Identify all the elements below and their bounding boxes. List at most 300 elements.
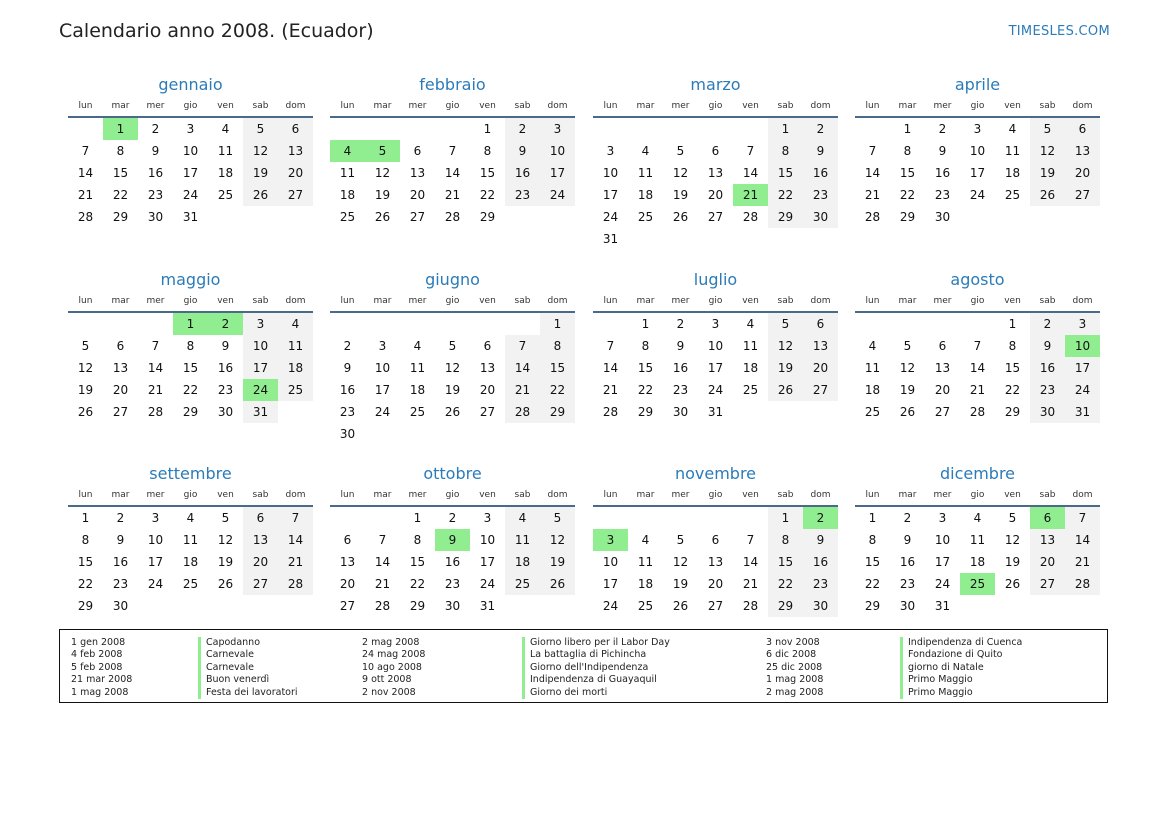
month-name: febbraio xyxy=(419,75,486,94)
day-cell: 23 xyxy=(444,577,461,591)
day-cell: 22 xyxy=(182,383,199,397)
holiday-date: 1 gen 2008 xyxy=(71,637,126,648)
day-cell: 8 xyxy=(903,144,912,158)
holiday-day-cell: 2 xyxy=(208,313,243,335)
weekday-label: lun xyxy=(603,296,618,306)
day-cell: 13 xyxy=(934,361,951,375)
day-cell: 22 xyxy=(112,188,129,202)
day-cell: 8 xyxy=(768,529,803,551)
day-cell: 30 xyxy=(1030,401,1065,423)
day-cell: 12 xyxy=(540,529,575,551)
empty-cell xyxy=(505,313,540,335)
day-cell: 3 xyxy=(606,144,615,158)
empty-cell xyxy=(1030,206,1065,228)
empty-cell xyxy=(768,401,803,423)
holiday-name: Carnevale xyxy=(198,649,298,661)
empty-cell xyxy=(68,118,103,140)
day-cell: 10 xyxy=(147,533,164,547)
day-cell: 23 xyxy=(1030,379,1065,401)
day-cell: 13 xyxy=(243,529,278,551)
day-cell: 18 xyxy=(182,555,199,569)
holiday-name: Giorno libero per il Labor Day xyxy=(522,637,670,649)
day-cell: 20 xyxy=(1065,162,1100,184)
day-cell: 23 xyxy=(505,184,540,206)
day-cell: 13 xyxy=(479,361,496,375)
weekday-label: gio xyxy=(183,296,198,306)
weekday-header xyxy=(593,291,838,313)
day-cell: 9 xyxy=(903,533,912,547)
holiday-date: 25 dic 2008 xyxy=(766,661,823,673)
weekday-label: gio xyxy=(708,101,723,111)
weekday-header xyxy=(593,96,838,118)
day-cell: 16 xyxy=(899,555,916,569)
day-cell: 29 xyxy=(540,401,575,423)
weekday-label: ven xyxy=(217,101,234,111)
day-cell: 1 xyxy=(903,122,912,136)
day-cell: 2 xyxy=(151,122,160,136)
holiday-name: Indipendenza di Cuenca xyxy=(900,637,1022,649)
holiday-legend xyxy=(59,629,1108,703)
day-cell: 3 xyxy=(378,339,387,353)
day-cell: 23 xyxy=(339,405,356,419)
weekday-label: ven xyxy=(1004,101,1021,111)
holiday-day-cell: 2 xyxy=(803,507,838,529)
day-cell: 27 xyxy=(707,599,724,613)
day-cell: 21 xyxy=(147,383,164,397)
day-cell: 22 xyxy=(479,188,496,202)
empty-cell xyxy=(698,228,733,250)
day-cell: 26 xyxy=(1004,577,1021,591)
day-cell: 18 xyxy=(742,361,759,375)
day-cell: 31 xyxy=(182,210,199,224)
day-cell: 10 xyxy=(243,335,278,357)
holiday-day-cell: 4 xyxy=(330,140,365,162)
legend-dates-column-1 xyxy=(71,637,132,699)
day-cell: 4 xyxy=(186,511,195,525)
empty-cell xyxy=(330,118,365,140)
weekday-label: gio xyxy=(970,296,985,306)
empty-cell xyxy=(733,118,768,140)
day-cell: 24 xyxy=(182,188,199,202)
holiday-name: Buon venerdì xyxy=(198,674,298,686)
day-cell: 15 xyxy=(409,555,426,569)
holiday-date: 21 mar 2008 xyxy=(71,674,133,686)
day-cell: 29 xyxy=(1004,405,1021,419)
day-cell: 8 xyxy=(483,144,492,158)
weekday-label: mar xyxy=(898,490,917,500)
days-grid xyxy=(330,313,575,445)
day-cell: 6 xyxy=(343,533,352,547)
day-cell: 18 xyxy=(637,188,654,202)
weekday-label: dom xyxy=(547,296,568,306)
empty-cell xyxy=(400,313,435,335)
day-cell: 28 xyxy=(444,210,461,224)
weekday-label: dom xyxy=(1072,101,1093,111)
day-cell: 13 xyxy=(707,555,724,569)
weekday-label: gio xyxy=(183,101,198,111)
holiday-name: La battaglia di Pichincha xyxy=(522,649,670,661)
day-cell: 11 xyxy=(182,533,199,547)
empty-cell xyxy=(208,206,243,228)
day-cell: 23 xyxy=(803,184,838,206)
weekday-label: lun xyxy=(78,490,93,500)
weekday-label: mar xyxy=(111,490,130,500)
holiday-day-cell: 3 xyxy=(593,529,628,551)
day-cell: 26 xyxy=(1030,184,1065,206)
day-cell: 15 xyxy=(864,555,881,569)
month-name: ottobre xyxy=(423,464,482,483)
day-cell: 14 xyxy=(742,166,759,180)
holiday-day-cell: 10 xyxy=(1065,335,1100,357)
days-grid xyxy=(68,507,313,617)
holiday-date: 5 feb 2008 xyxy=(71,661,123,673)
day-cell: 20 xyxy=(339,577,356,591)
day-cell: 27 xyxy=(243,573,278,595)
day-cell: 9 xyxy=(221,339,230,353)
weekday-label: sab xyxy=(777,490,794,500)
day-cell: 26 xyxy=(899,405,916,419)
day-cell: 6 xyxy=(711,533,720,547)
day-cell: 27 xyxy=(707,210,724,224)
day-cell: 10 xyxy=(602,555,619,569)
month-name: aprile xyxy=(954,75,1001,94)
day-cell: 28 xyxy=(742,599,759,613)
weekday-header xyxy=(855,485,1100,507)
month-name: gennaio xyxy=(158,75,223,94)
empty-cell xyxy=(698,118,733,140)
month-name: giugno xyxy=(425,270,480,289)
day-cell: 8 xyxy=(540,335,575,357)
day-cell: 12 xyxy=(374,166,391,180)
weekday-label: lun xyxy=(340,101,355,111)
day-cell: 9 xyxy=(938,144,947,158)
day-cell: 29 xyxy=(479,210,496,224)
day-cell: 24 xyxy=(147,577,164,591)
weekday-label: mar xyxy=(636,490,655,500)
day-cell: 14 xyxy=(77,166,94,180)
month-agosto xyxy=(855,269,1100,423)
weekday-label: mar xyxy=(636,101,655,111)
month-name: agosto xyxy=(950,270,1005,289)
legend-names-column-1 xyxy=(198,637,298,699)
day-cell: 19 xyxy=(374,188,391,202)
day-cell: 16 xyxy=(803,162,838,184)
empty-cell xyxy=(733,507,768,529)
day-cell: 1 xyxy=(868,511,877,525)
day-cell: 15 xyxy=(1004,361,1021,375)
day-cell: 12 xyxy=(217,533,234,547)
day-cell: 3 xyxy=(973,122,982,136)
empty-cell xyxy=(330,313,365,335)
day-cell: 1 xyxy=(413,511,422,525)
day-cell: 26 xyxy=(243,184,278,206)
day-cell: 7 xyxy=(868,144,877,158)
day-cell: 24 xyxy=(602,599,619,613)
empty-cell xyxy=(365,507,400,529)
weekday-label: mar xyxy=(373,490,392,500)
empty-cell xyxy=(1030,595,1065,617)
day-cell: 24 xyxy=(479,577,496,591)
weekday-label: mer xyxy=(408,490,427,500)
holiday-name: giorno di Natale xyxy=(900,662,1022,674)
day-cell: 25 xyxy=(409,405,426,419)
day-cell: 9 xyxy=(151,144,160,158)
day-cell: 17 xyxy=(540,162,575,184)
day-cell: 22 xyxy=(864,577,881,591)
day-cell: 15 xyxy=(182,361,199,375)
day-cell: 13 xyxy=(707,166,724,180)
day-cell: 25 xyxy=(182,577,199,591)
weekday-label: lun xyxy=(865,101,880,111)
weekday-label: mer xyxy=(933,101,952,111)
day-cell: 11 xyxy=(278,335,313,357)
empty-cell xyxy=(628,507,663,529)
days-grid xyxy=(593,507,838,617)
holiday-name: Primo Maggio xyxy=(900,674,1022,686)
day-cell: 12 xyxy=(243,140,278,162)
weekday-label: mer xyxy=(146,101,165,111)
day-cell: 25 xyxy=(505,573,540,595)
day-cell: 24 xyxy=(602,210,619,224)
day-cell: 26 xyxy=(672,210,689,224)
day-cell: 22 xyxy=(637,383,654,397)
weekday-label: ven xyxy=(217,296,234,306)
day-cell: 3 xyxy=(151,511,160,525)
weekday-label: gio xyxy=(445,296,460,306)
days-grid xyxy=(330,507,575,617)
day-cell: 26 xyxy=(672,599,689,613)
day-cell: 9 xyxy=(803,140,838,162)
day-cell: 22 xyxy=(540,379,575,401)
empty-cell xyxy=(400,118,435,140)
day-cell: 18 xyxy=(864,383,881,397)
day-cell: 25 xyxy=(339,210,356,224)
day-cell: 11 xyxy=(505,529,540,551)
weekday-label: ven xyxy=(479,101,496,111)
day-cell: 3 xyxy=(186,122,195,136)
empty-cell xyxy=(470,423,505,445)
day-cell: 23 xyxy=(147,188,164,202)
empty-cell xyxy=(278,206,313,228)
day-cell: 4 xyxy=(413,339,422,353)
holiday-date: 9 ott 2008 xyxy=(362,674,412,686)
day-cell: 23 xyxy=(899,577,916,591)
day-cell: 9 xyxy=(803,529,838,551)
day-cell: 21 xyxy=(505,379,540,401)
empty-cell xyxy=(890,313,925,335)
day-cell: 4 xyxy=(641,144,650,158)
empty-cell xyxy=(68,313,103,335)
month-name: dicembre xyxy=(939,464,1016,483)
weekday-label: ven xyxy=(479,490,496,500)
day-cell: 4 xyxy=(746,317,755,331)
month-name: marzo xyxy=(690,75,741,94)
empty-cell xyxy=(470,313,505,335)
day-cell: 10 xyxy=(934,533,951,547)
day-cell: 14 xyxy=(374,555,391,569)
day-cell: 20 xyxy=(409,188,426,202)
day-cell: 15 xyxy=(637,361,654,375)
day-cell: 28 xyxy=(864,210,881,224)
day-cell: 8 xyxy=(868,533,877,547)
day-cell: 31 xyxy=(1065,401,1100,423)
day-cell: 27 xyxy=(803,379,838,401)
day-cell: 2 xyxy=(803,118,838,140)
weekday-label: sab xyxy=(514,101,531,111)
weekday-label: sab xyxy=(252,490,269,500)
empty-cell xyxy=(505,206,540,228)
empty-cell xyxy=(698,507,733,529)
day-cell: 22 xyxy=(899,188,916,202)
empty-cell xyxy=(540,206,575,228)
holiday-name: Fondazione di Quito xyxy=(900,649,1022,661)
day-cell: 16 xyxy=(147,166,164,180)
day-cell: 21 xyxy=(278,551,313,573)
day-cell: 20 xyxy=(934,383,951,397)
day-cell: 3 xyxy=(938,511,947,525)
day-cell: 16 xyxy=(112,555,129,569)
weekday-header xyxy=(68,291,313,313)
holiday-date: 2 nov 2008 xyxy=(362,686,416,698)
day-cell: 19 xyxy=(1030,162,1065,184)
holiday-date: 6 dic 2008 xyxy=(766,649,817,661)
day-cell: 30 xyxy=(803,206,838,228)
empty-cell xyxy=(365,423,400,445)
days-grid xyxy=(855,118,1100,228)
day-cell: 26 xyxy=(374,210,391,224)
weekday-label: sab xyxy=(777,296,794,306)
day-cell: 17 xyxy=(147,555,164,569)
day-cell: 6 xyxy=(243,507,278,529)
weekday-label: lun xyxy=(340,490,355,500)
day-cell: 9 xyxy=(505,140,540,162)
day-cell: 18 xyxy=(339,188,356,202)
weekday-header xyxy=(593,485,838,507)
weekday-label: ven xyxy=(742,490,759,500)
empty-cell xyxy=(505,423,540,445)
weekday-label: ven xyxy=(1004,490,1021,500)
holiday-name: Carnevale xyxy=(198,662,298,674)
day-cell: 18 xyxy=(278,357,313,379)
day-cell: 26 xyxy=(217,577,234,591)
weekday-label: mer xyxy=(146,296,165,306)
day-cell: 28 xyxy=(374,599,391,613)
month-marzo xyxy=(593,74,838,250)
legend-names-column-2 xyxy=(522,637,670,699)
month-maggio xyxy=(68,269,313,423)
day-cell: 20 xyxy=(707,577,724,591)
day-cell: 24 xyxy=(1065,379,1100,401)
day-cell: 3 xyxy=(540,118,575,140)
empty-cell xyxy=(628,228,663,250)
day-cell: 17 xyxy=(602,577,619,591)
empty-cell xyxy=(103,313,138,335)
day-cell: 28 xyxy=(1065,573,1100,595)
day-cell: 27 xyxy=(339,599,356,613)
day-cell: 25 xyxy=(742,383,759,397)
empty-cell xyxy=(1065,595,1100,617)
month-giugno xyxy=(330,269,575,445)
day-cell: 12 xyxy=(768,335,803,357)
brand-link[interactable]: TIMESLES.COM xyxy=(1008,24,1110,39)
day-cell: 17 xyxy=(479,555,496,569)
day-cell: 10 xyxy=(374,361,391,375)
day-cell: 12 xyxy=(672,166,689,180)
day-cell: 11 xyxy=(409,361,426,375)
weekday-label: mer xyxy=(146,490,165,500)
empty-cell xyxy=(365,118,400,140)
day-cell: 3 xyxy=(483,511,492,525)
day-cell: 13 xyxy=(1030,529,1065,551)
day-cell: 28 xyxy=(602,405,619,419)
days-grid xyxy=(593,118,838,250)
day-cell: 19 xyxy=(77,383,94,397)
day-cell: 14 xyxy=(147,361,164,375)
days-grid xyxy=(68,313,313,423)
empty-cell xyxy=(505,595,540,617)
holiday-date: 3 nov 2008 xyxy=(766,637,820,648)
holiday-name: Capodanno xyxy=(198,637,298,649)
day-cell: 21 xyxy=(374,577,391,591)
empty-cell xyxy=(663,118,698,140)
day-cell: 17 xyxy=(602,188,619,202)
day-cell: 27 xyxy=(278,184,313,206)
weekday-label: ven xyxy=(742,101,759,111)
day-cell: 8 xyxy=(186,339,195,353)
days-grid xyxy=(855,507,1100,617)
empty-cell xyxy=(593,313,628,335)
day-cell: 18 xyxy=(217,166,234,180)
month-novembre xyxy=(593,463,838,617)
day-cell: 23 xyxy=(672,383,689,397)
day-cell: 30 xyxy=(899,599,916,613)
day-cell: 10 xyxy=(602,166,619,180)
holiday-day-cell: 5 xyxy=(365,140,400,162)
holiday-name: Giorno dei morti xyxy=(522,687,670,699)
day-cell: 3 xyxy=(243,313,278,335)
day-cell: 1 xyxy=(768,118,803,140)
day-cell: 31 xyxy=(243,401,278,423)
weekday-label: lun xyxy=(603,490,618,500)
holiday-day-cell: 1 xyxy=(173,313,208,335)
holiday-date: 1 mag 2008 xyxy=(766,674,824,686)
day-cell: 29 xyxy=(409,599,426,613)
day-cell: 19 xyxy=(899,383,916,397)
empty-cell xyxy=(733,228,768,250)
weekday-label: lun xyxy=(603,101,618,111)
day-cell: 2 xyxy=(505,118,540,140)
empty-cell xyxy=(1065,206,1100,228)
day-cell: 5 xyxy=(1008,511,1017,525)
day-cell: 9 xyxy=(116,533,125,547)
day-cell: 28 xyxy=(147,405,164,419)
day-cell: 1 xyxy=(540,313,575,335)
day-cell: 12 xyxy=(1004,533,1021,547)
day-cell: 25 xyxy=(637,210,654,224)
weekday-header xyxy=(330,96,575,118)
holiday-name: Giorno dell'Indipendenza xyxy=(522,662,670,674)
day-cell: 29 xyxy=(112,210,129,224)
day-cell: 19 xyxy=(672,577,689,591)
empty-cell xyxy=(278,595,313,617)
holiday-name: Primo Maggio xyxy=(900,687,1022,699)
day-cell: 5 xyxy=(540,507,575,529)
day-cell: 24 xyxy=(707,383,724,397)
day-cell: 16 xyxy=(803,551,838,573)
day-cell: 28 xyxy=(278,573,313,595)
weekday-label: mer xyxy=(408,296,427,306)
day-cell: 12 xyxy=(899,361,916,375)
